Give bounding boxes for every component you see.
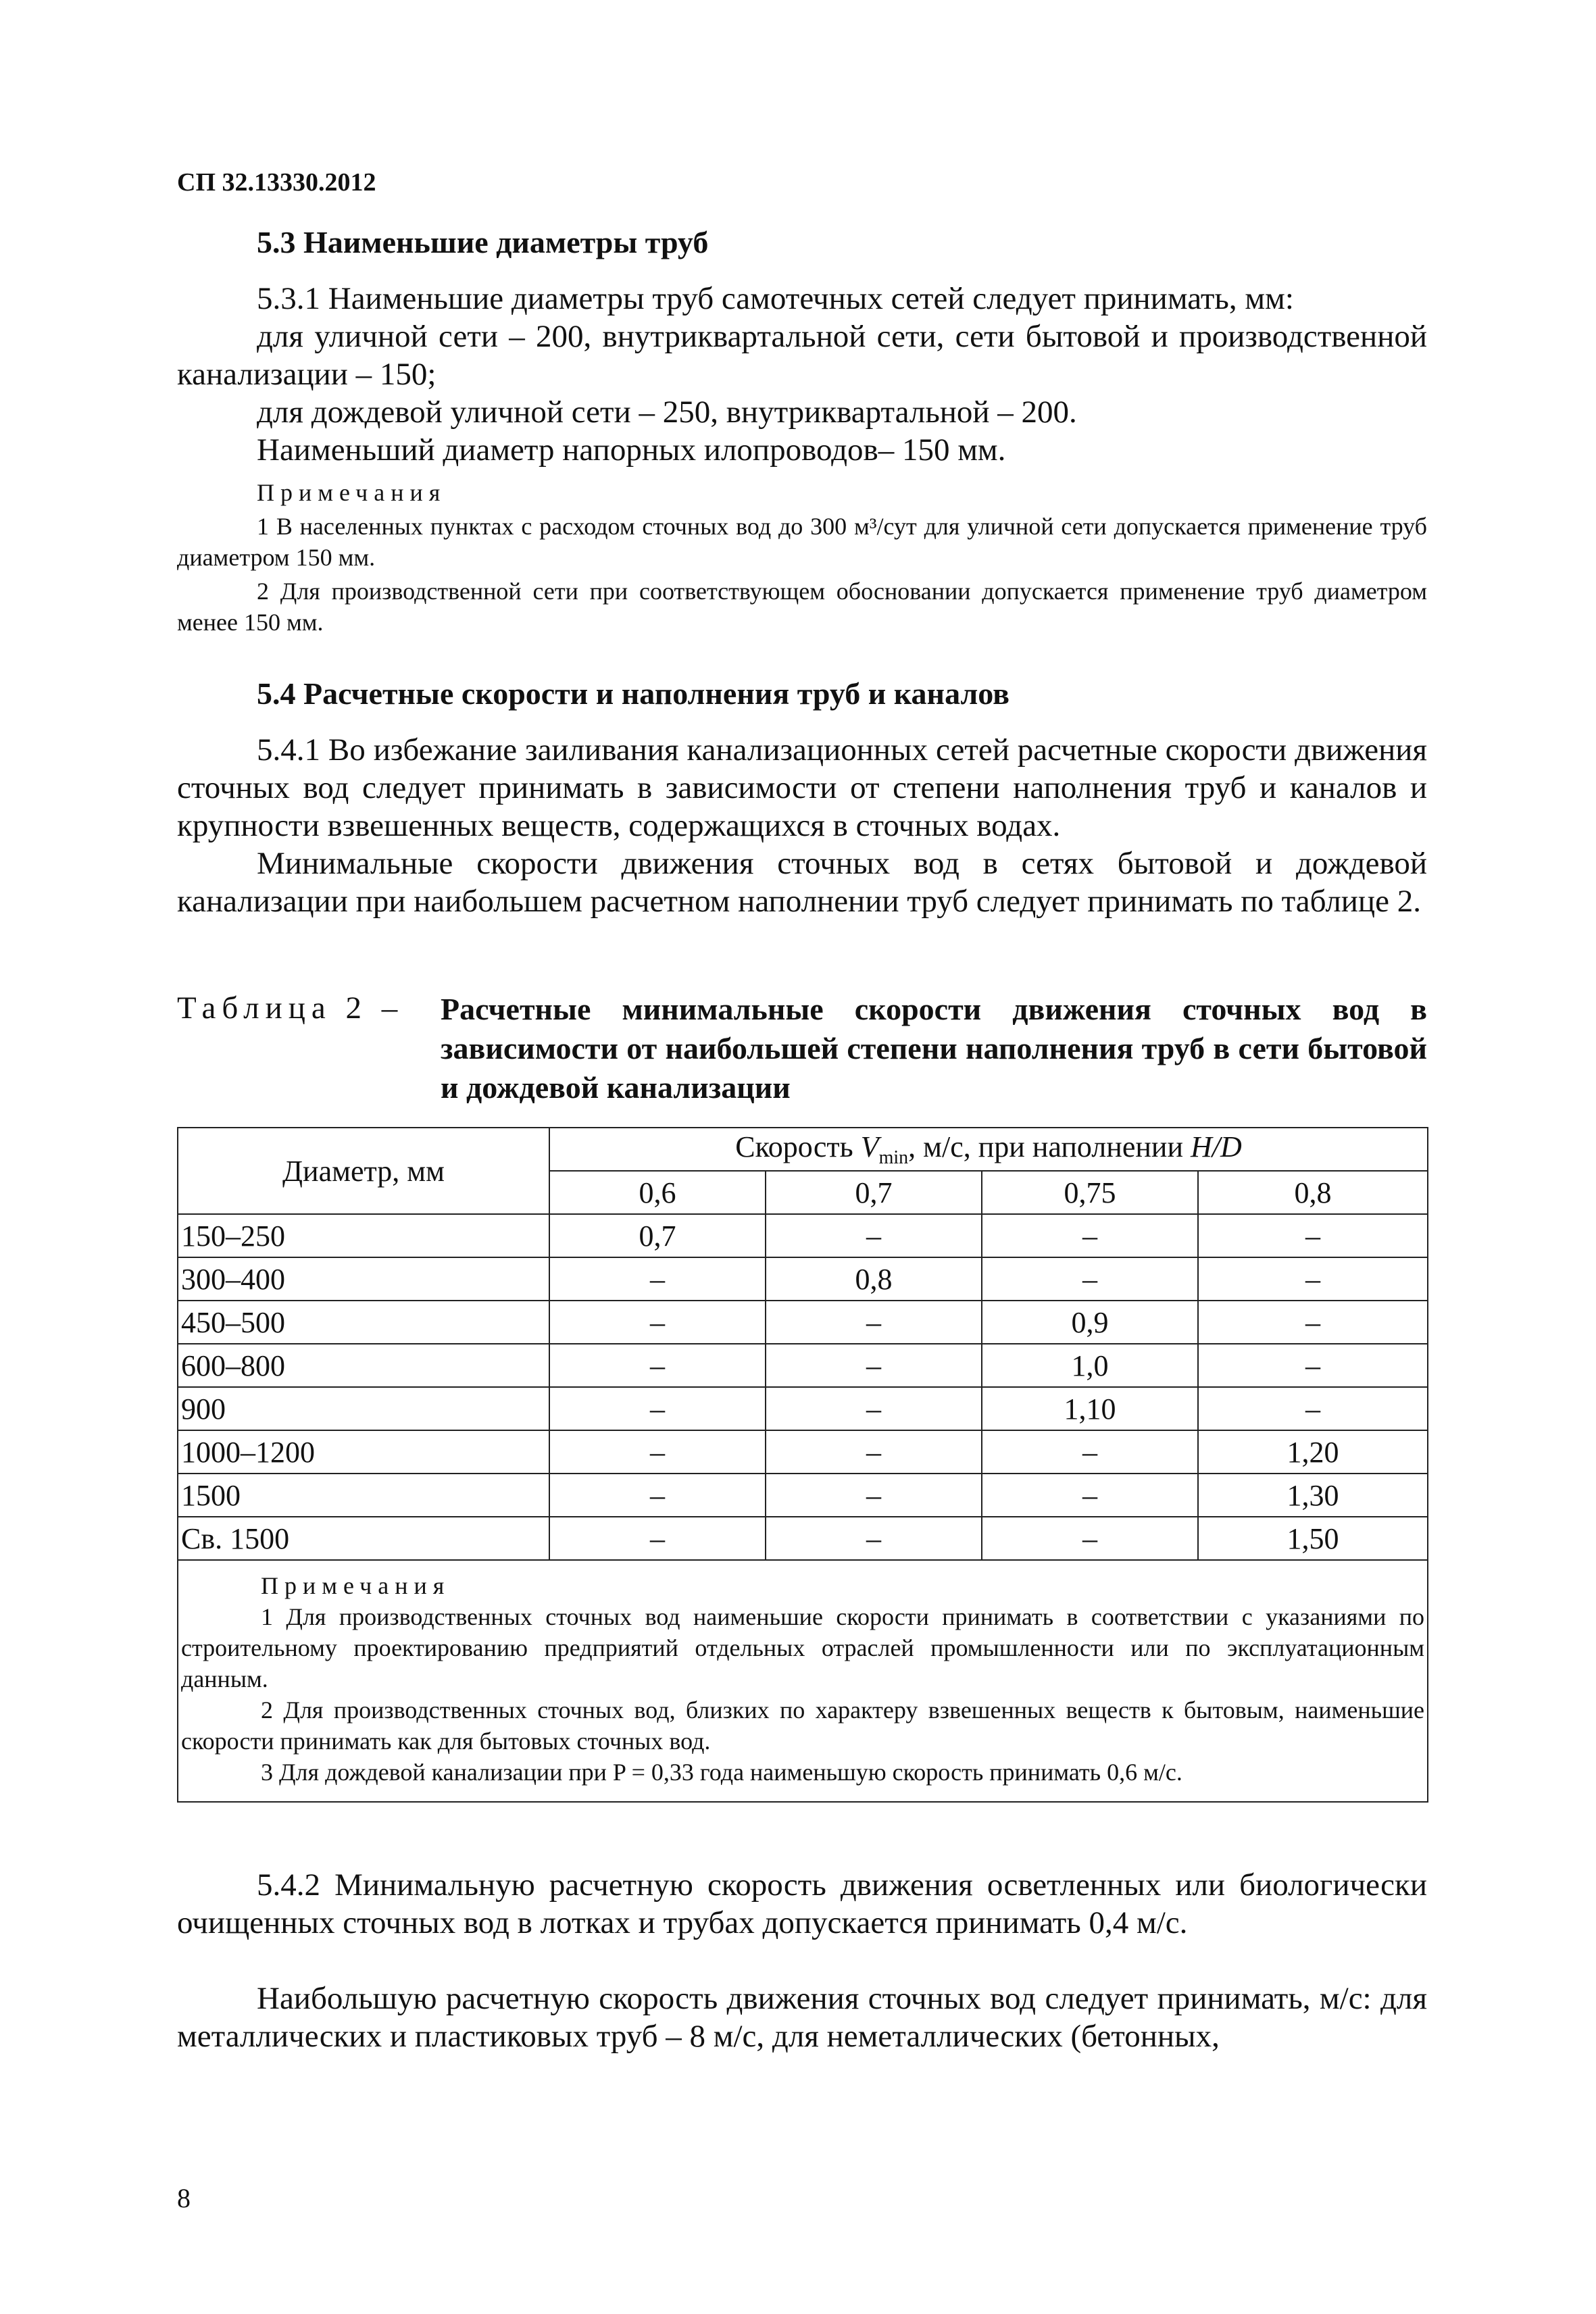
cell-speed: 0,8 xyxy=(766,1257,982,1301)
table-notes xyxy=(178,1560,1428,1802)
cell-speed: – xyxy=(766,1430,982,1474)
cell-speed: – xyxy=(1198,1214,1428,1257)
cell-diameter: Св. 1500 xyxy=(178,1517,549,1560)
cell-speed: – xyxy=(982,1430,1198,1474)
cell-diameter: 1500 xyxy=(178,1474,549,1517)
header-diameter: Диаметр, мм xyxy=(178,1128,549,1214)
cell-speed: – xyxy=(1198,1344,1428,1387)
cell-speed: – xyxy=(766,1517,982,1560)
cell-speed: – xyxy=(549,1517,766,1560)
table-header-row xyxy=(178,1128,1428,1171)
section-5-3-heading: 5.3 Наименьшие диаметры труб xyxy=(257,225,709,259)
table-title: Расчетные минимальные скорости движения сточных вод в зависимости от наибольшей степени наполнения труб в сети бытовой и дождевой канализации xyxy=(441,992,1427,1105)
table-row xyxy=(178,1214,1428,1257)
cell-speed: – xyxy=(549,1257,766,1301)
table-row xyxy=(178,1474,1428,1517)
table-row xyxy=(178,1517,1428,1560)
table-note-3: 3 Для дождевой канализации при P = 0,33 года наименьшую скорость принимать 0,6 м/с. xyxy=(261,1759,1182,1786)
cell-speed: – xyxy=(1198,1301,1428,1344)
cell-speed: – xyxy=(549,1430,766,1474)
cell-speed: 0,7 xyxy=(549,1214,766,1257)
cell-diameter: 150–250 xyxy=(178,1214,549,1257)
notes-heading: Примечания xyxy=(257,479,447,506)
table-row xyxy=(178,1387,1428,1430)
cell-speed: – xyxy=(982,1257,1198,1301)
paragraph-5-3-1-rain: для дождевой уличной сети – 250, внутриквартальной – 200. xyxy=(257,395,1077,430)
table-notes-row xyxy=(178,1560,1428,1802)
cell-speed: – xyxy=(549,1344,766,1387)
cell-speed: 1,0 xyxy=(982,1344,1198,1387)
cell-speed: – xyxy=(766,1214,982,1257)
cell-speed: – xyxy=(1198,1257,1428,1301)
table-row xyxy=(178,1430,1428,1474)
header-speed: Скорость $V_{min}$, м/с, при наполнении H/D xyxy=(549,1128,1428,1171)
speed-table xyxy=(177,1127,1428,1803)
note-2: 2 Для производственной сети при соответствующем обосновании допускается применение труб диаметром менее 150 мм. xyxy=(177,578,1427,636)
page-number: 8 xyxy=(177,2183,191,2213)
paragraph-5-4-2: 5.4.2 Минимальную расчетную скорость движения осветленных или биологически очищенных сточных вод в лотках и трубах допускается принимать 0,4 м/с. xyxy=(177,1867,1427,1940)
cell-speed: – xyxy=(982,1517,1198,1560)
cell-speed: 1,30 xyxy=(1198,1474,1428,1517)
paragraph-5-3-1-pressure: Наименьший диаметр напорных илопроводов– 150 мм. xyxy=(257,432,1006,468)
cell-speed: 0,9 xyxy=(982,1301,1198,1344)
cell-speed: – xyxy=(549,1387,766,1430)
cell-speed: – xyxy=(766,1301,982,1344)
table-row xyxy=(178,1344,1428,1387)
cell-speed: – xyxy=(766,1344,982,1387)
table-row xyxy=(178,1257,1428,1301)
cell-speed: – xyxy=(766,1474,982,1517)
table-notes-heading: Примечания xyxy=(261,1572,451,1599)
section-5-4-heading: 5.4 Расчетные скорости и наполнения труб и каналов xyxy=(257,676,1009,711)
cell-speed: 1,50 xyxy=(1198,1517,1428,1560)
cell-diameter: 600–800 xyxy=(178,1344,549,1387)
cell-speed: 1,20 xyxy=(1198,1430,1428,1474)
cell-diameter: 900 xyxy=(178,1387,549,1430)
cell-speed: – xyxy=(766,1387,982,1430)
paragraph-5-3-1: 5.3.1 Наименьшие диаметры труб самотечных сетей следует принимать, мм: xyxy=(257,281,1294,316)
cell-diameter: 1000–1200 xyxy=(178,1430,549,1474)
table-row xyxy=(178,1301,1428,1344)
cell-speed: – xyxy=(982,1214,1198,1257)
table-note-2: 2 Для производственных сточных вод, близких по характеру взвешенных веществ к бытовым, наименьшие скорости принимать как для бытовых сточных вод. xyxy=(181,1696,1425,1755)
cell-speed: – xyxy=(549,1301,766,1344)
paragraph-5-4-1-min-speed: Минимальные скорости движения сточных вод в сетях бытовой и дождевой канализации при наибольшем расчетном наполнении труб следует принимать по таблице 2. xyxy=(177,846,1427,919)
paragraph-5-3-1-street: для уличной сети – 200, внутриквартальной сети, сети бытовой и производственной канализации – 150; xyxy=(177,319,1427,392)
cell-diameter: 300–400 xyxy=(178,1257,549,1301)
header-fill: 0,6 xyxy=(549,1171,766,1214)
header-fill: 0,75 xyxy=(982,1171,1198,1214)
table-note-1: 1 Для производственных сточных вод наименьшие скорости принимать в соответствии с указаниями по строительному проектированию предприятий отдельных отраслей промышленности или по эксплуатационным данным. xyxy=(181,1603,1425,1692)
paragraph-5-4-1: 5.4.1 Во избежание заиливания канализационных сетей расчетные скорости движения сточных вод следует принимать в зависимости от степени наполнения труб и каналов и крупности взвешенных веществ, содержащихся в сточных водах. xyxy=(177,732,1427,843)
cell-diameter: 450–500 xyxy=(178,1301,549,1344)
cell-speed: – xyxy=(1198,1387,1428,1430)
paragraph-5-4-2-max-speed: Наибольшую расчетную скорость движения сточных вод следует принимать, м/с: для металлических и пластиковых труб – 8 м/с, для неметаллических (бетонных, xyxy=(177,1981,1427,2054)
table-label: Таблица 2 – xyxy=(177,990,404,1026)
note-1: 1 В населенных пунктах с расходом сточных вод до 300 м³/сут для уличной сети допускается применение труб диаметром 150 мм. xyxy=(177,513,1427,571)
cell-speed: 1,10 xyxy=(982,1387,1198,1430)
header-fill: 0,7 xyxy=(766,1171,982,1214)
cell-speed: – xyxy=(549,1474,766,1517)
cell-speed: – xyxy=(982,1474,1198,1517)
document-code: СП 32.13330.2012 xyxy=(177,168,376,197)
header-fill: 0,8 xyxy=(1198,1171,1428,1214)
